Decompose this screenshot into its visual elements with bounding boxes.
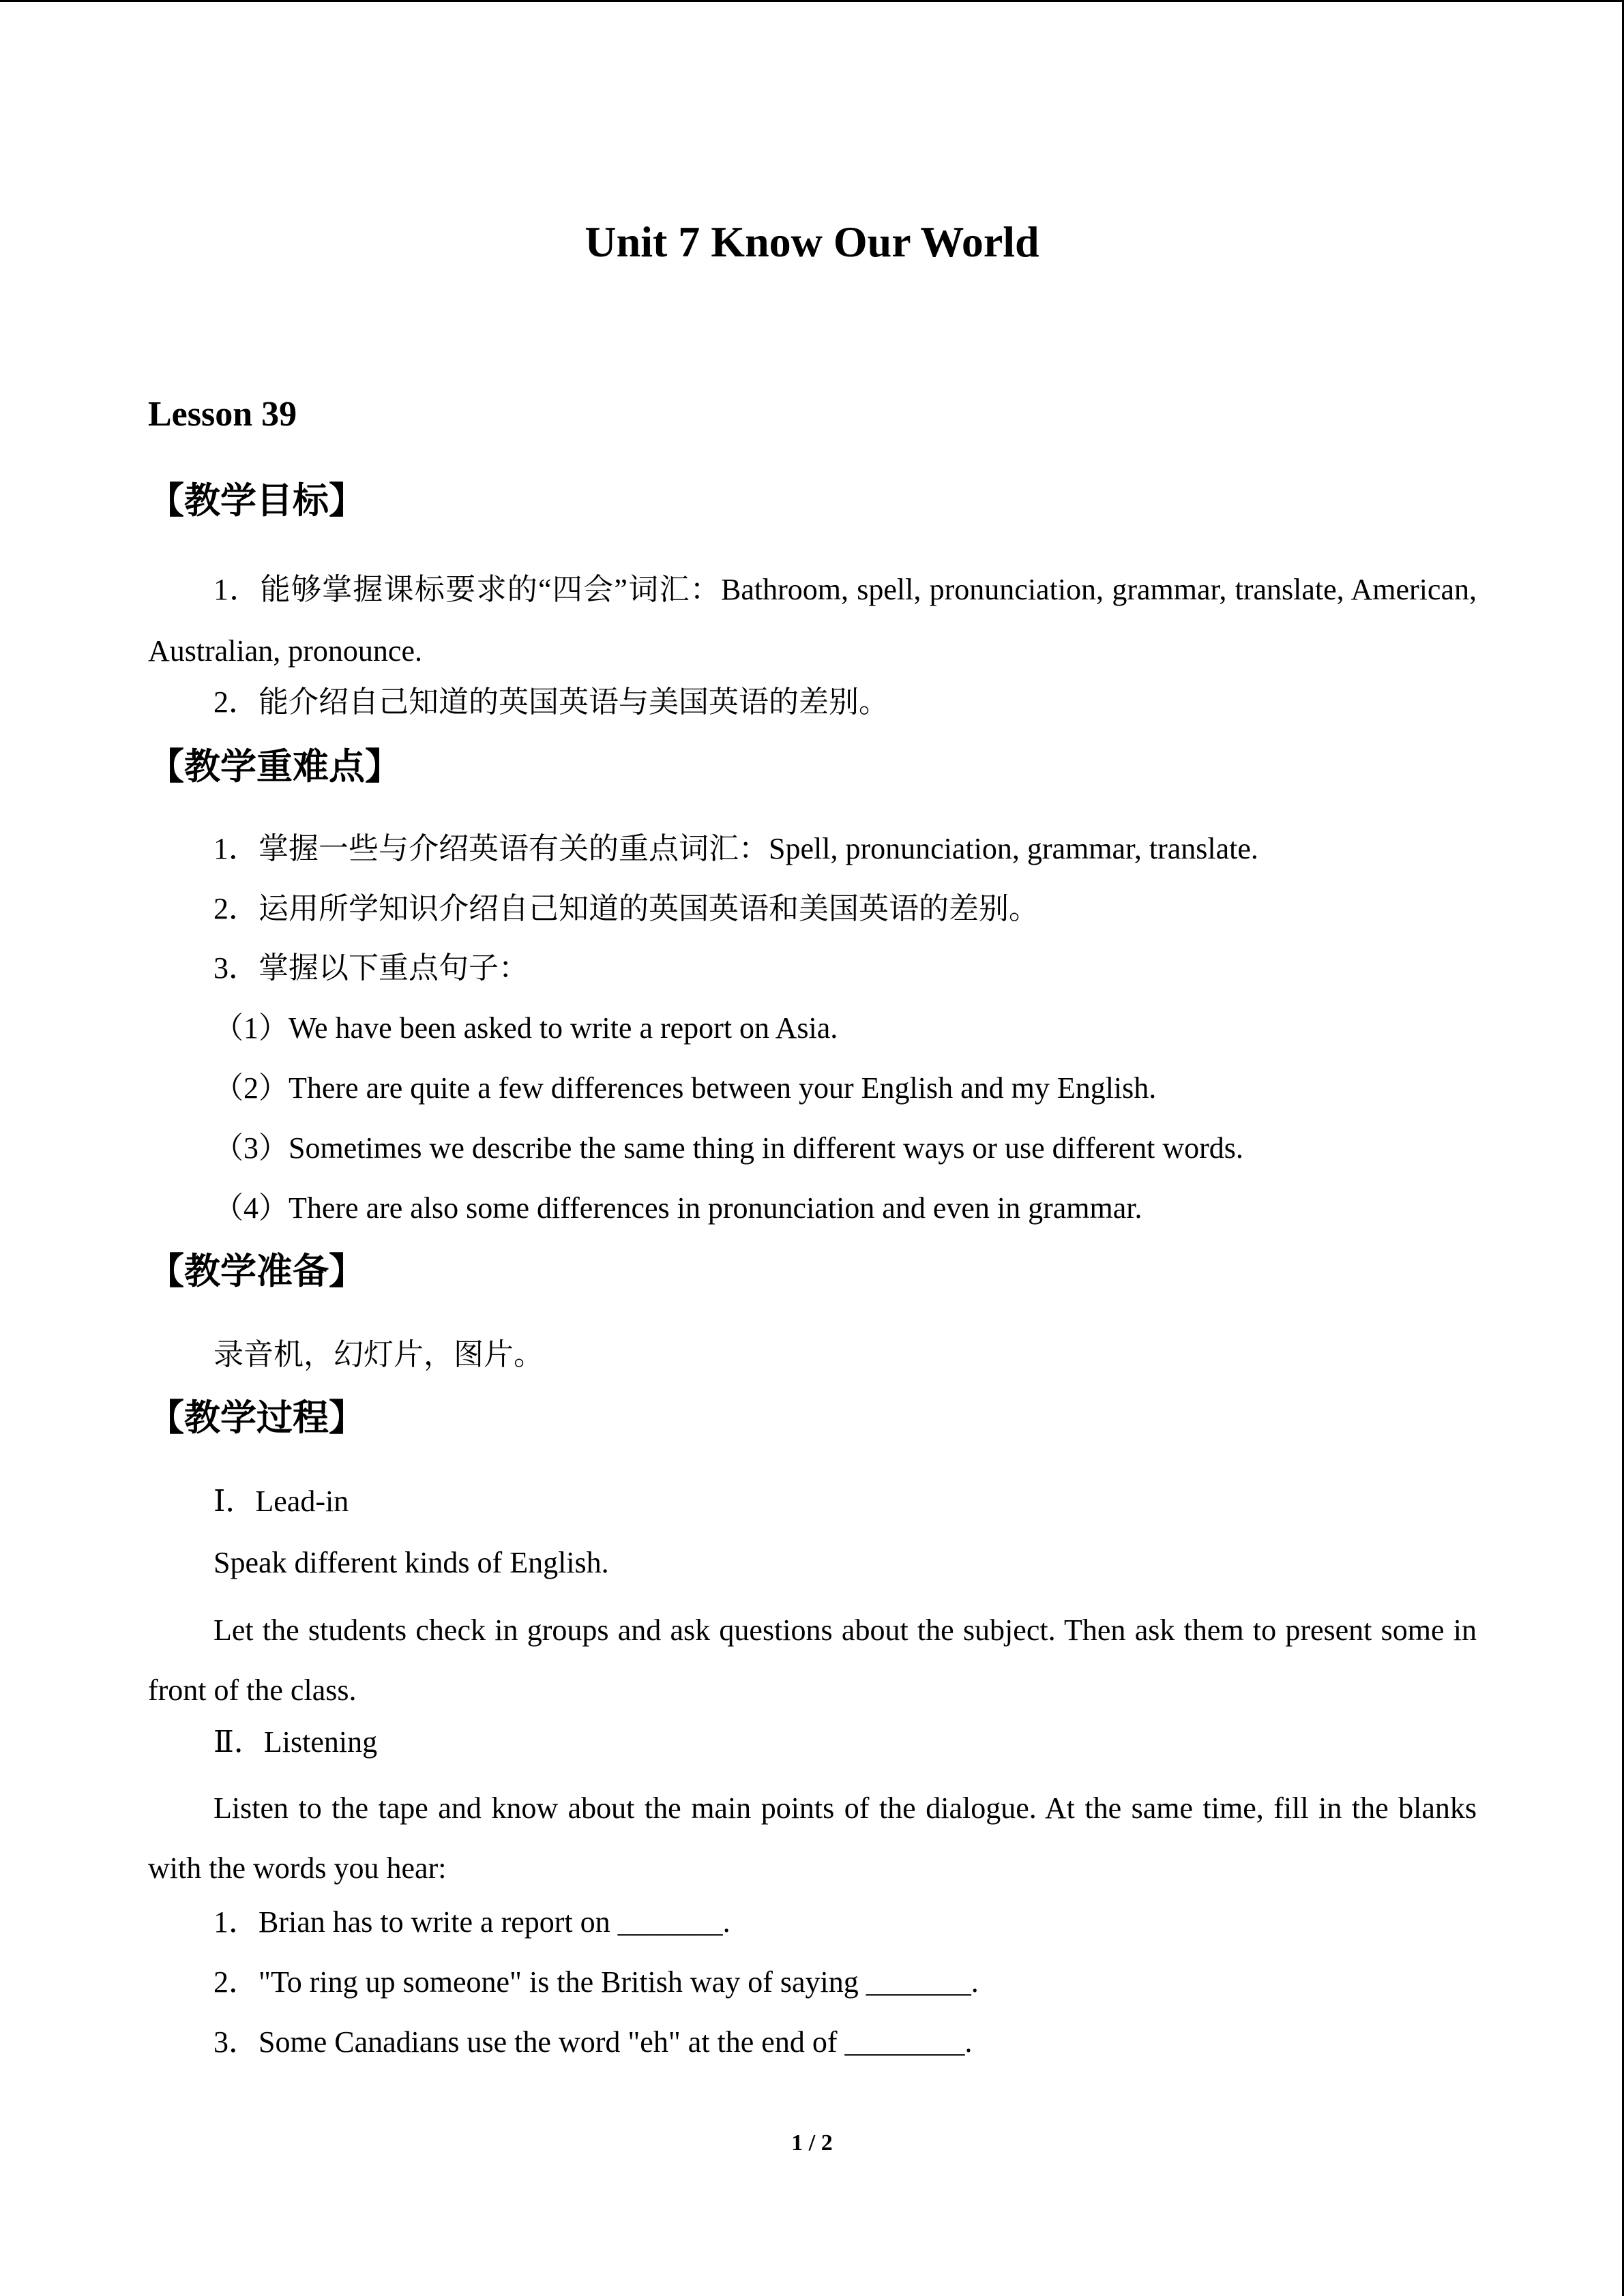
objective-item-2: 2．能介绍自己知道的英国英语与美国英语的差别。 [213, 685, 889, 719]
objective-item-1: 1．能够掌握课标要求的“四会”词汇：Bathroom, spell, pronunciation, grammar, translate, American, Australian, pronounce. [148, 573, 1477, 668]
key-sentence-1: （1）We have been asked to write a report on Asia. [213, 1011, 838, 1045]
key-point-item-3: 3．掌握以下重点句子： [213, 951, 529, 985]
key-sentence-2: （2）There are quite a few differences between your English and my English. [213, 1071, 1157, 1105]
section-heading-preparation: 【教学准备】 [148, 1251, 365, 1292]
fill-blank-1: 1．Brian has to write a report on _______. [213, 1905, 730, 1939]
step-leadin-title: Ⅰ．Lead-in [213, 1485, 349, 1518]
section-heading-key-points: 【教学重难点】 [148, 746, 401, 788]
fill-blank-3: 3．Some Canadians use the word "eh" at the end of ________. [213, 2025, 973, 2059]
key-sentence-4: （4）There are also some differences in pronunciation and even in grammar. [213, 1191, 1142, 1225]
key-point-item-1: 1．掌握一些与介绍英语有关的重点词汇：Spell, pronunciation, grammar, translate. [213, 832, 1258, 865]
preparation-text: 录音机，幻灯片，图片。 [213, 1338, 544, 1371]
key-point-item-2: 2．运用所学知识介绍自己知道的英国英语和美国英语的差别。 [213, 892, 1039, 925]
lesson-heading: Lesson 39 [148, 395, 297, 434]
step-listening-line-1: Listen to the tape and know about the main points of the dialogue. At the same time, fill in the blanks with the words you hear: [148, 1791, 1477, 1885]
page-title: Unit 7 Know Our World [585, 218, 1039, 266]
fill-blank-2: 2．"To ring up someone" is the British way of saying _______. [213, 1965, 979, 1999]
page-number: 1 / 2 [791, 2130, 833, 2156]
step-leadin-line-2: Let the students check in groups and ask questions about the subject. Then ask them to present some in front of the class. [148, 1613, 1477, 1707]
step-leadin-line-1: Speak different kinds of English. [213, 1546, 609, 1579]
section-heading-objectives: 【教学目标】 [148, 480, 365, 522]
step-listening-title: Ⅱ．Listening [213, 1725, 378, 1759]
section-heading-process: 【教学过程】 [148, 1397, 365, 1439]
key-sentence-3: （3）Sometimes we describe the same thing in different ways or use different words. [213, 1131, 1243, 1165]
